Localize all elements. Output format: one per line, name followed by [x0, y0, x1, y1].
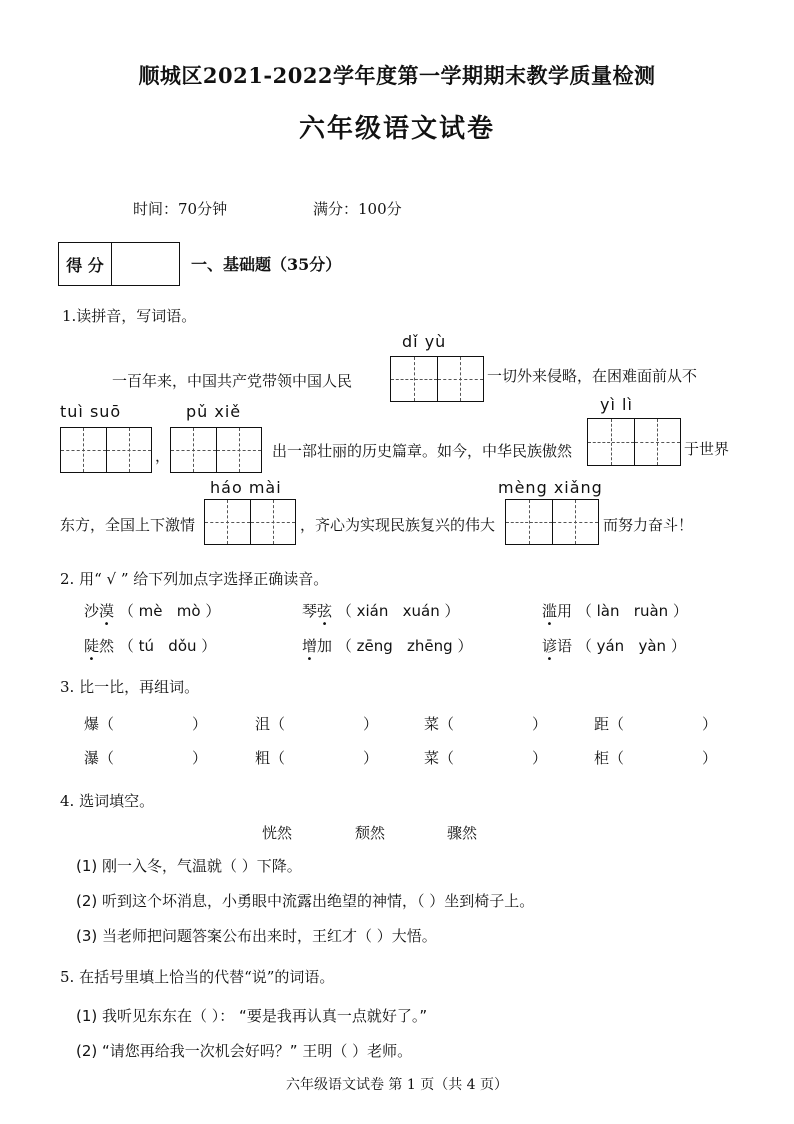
q1-text-3c: 而努力奋斗！	[603, 516, 694, 534]
q2-item-post: 然	[99, 637, 115, 655]
q1-text-3a: 东方，全国上下激情	[60, 516, 196, 534]
q2-option[interactable]: ruàn	[633, 602, 669, 620]
answer-grid-yili[interactable]	[587, 418, 681, 466]
score-label: 得 分	[59, 243, 112, 285]
q3-item: 粗（ ）	[255, 749, 379, 767]
q2-option[interactable]: yàn	[638, 637, 667, 655]
q1-text-1b: 一切外来侵略，在困难面前从不	[487, 367, 698, 385]
q1-text-3b: ，齐心为实现民族复兴的伟大	[300, 516, 496, 534]
q4-sentence-2: (2) 听到这个坏消息，小勇眼中流露出绝望的神情，（ ）坐到椅子上。	[76, 892, 535, 910]
q2-item-lanyong: 滥用 （ làn ruàn ）	[542, 602, 688, 620]
section-title: 一、基础题（35分）	[191, 255, 342, 274]
q2-item-shamo: 沙漠 （ mè mò ）	[84, 602, 221, 620]
q3-item: 瀑（ ）	[84, 749, 208, 767]
score-field[interactable]	[112, 243, 179, 285]
q2-dotted-char: 增	[302, 637, 318, 655]
q3-char: 菜	[424, 749, 440, 767]
q3-char: 柜	[594, 749, 610, 767]
q2-option[interactable]: tú	[138, 637, 154, 655]
q4-option: 颓然	[355, 824, 386, 842]
q4-sentence-1: (1) 刚一入冬，气温就（ ）下降。	[76, 857, 302, 875]
q1-stem: 1.读拼音，写词语。	[62, 307, 197, 325]
pinyin-puxie: pǔ xiě	[186, 402, 242, 421]
pinyin-diyu: dǐ yù	[402, 332, 447, 351]
q3-item: 菜（ ）	[424, 715, 548, 733]
q2-option[interactable]: zēng	[356, 637, 393, 655]
exam-time: 时间：70分钟	[133, 200, 228, 218]
q3-char: 菜	[424, 715, 440, 733]
q2-item-pre: 沙	[84, 602, 100, 620]
answer-grid-haomai[interactable]	[204, 499, 296, 545]
q2-option[interactable]: mò	[176, 602, 201, 620]
q2-dotted-char: 陡	[84, 637, 100, 655]
q2-item-douran: 陡然 （ tú dǒu ）	[84, 637, 217, 655]
q2-item-zengjia: 增加 （ zēng zhēng ）	[302, 637, 473, 655]
q3-stem: 3. 比一比，再组词。	[60, 678, 200, 696]
q3-char: 瀑	[84, 749, 100, 767]
q2-item-pre: 琴	[302, 602, 318, 620]
score-box	[58, 242, 180, 286]
q2-item-post: 加	[317, 637, 333, 655]
answer-grid-puxie[interactable]	[170, 427, 262, 473]
q2-option[interactable]: mè	[138, 602, 163, 620]
q2-option[interactable]: xuán	[402, 602, 440, 620]
pinyin-yili: yì lì	[600, 395, 633, 414]
q4-stem: 4. 选词填空。	[60, 792, 155, 810]
q4-option: 恍然	[262, 824, 293, 842]
pinyin-tuisuo: tuì suō	[60, 402, 122, 421]
answer-grid-tuisuo[interactable]	[60, 427, 152, 473]
q1-text-1a: 一百年来，中国共产党带领中国人民	[112, 372, 353, 390]
q3-char: 粗	[255, 749, 271, 767]
q2-dotted-char: 漠	[99, 602, 115, 620]
q3-item: 沮（ ）	[255, 715, 379, 733]
q5-stem: 5. 在括号里填上恰当的代替“说”的词语。	[60, 968, 335, 986]
q3-item: 菜（ ）	[424, 749, 548, 767]
q5-sentence-1: (1) 我听见东东在（ ）： “要是我再认真一点就好了。”	[76, 1007, 428, 1025]
q2-option[interactable]: xián	[356, 602, 389, 620]
exam-title: 顺城区2021-2022学年度第一学期期末教学质量检测	[138, 63, 656, 88]
page-footer: 六年级语文试卷 第 1 页（共 4 页）	[285, 1077, 509, 1093]
q2-item-yanyu: 谚语 （ yán yàn ）	[542, 637, 686, 655]
q2-dotted-char: 谚	[542, 637, 558, 655]
q3-item: 柜（ ）	[594, 749, 718, 767]
q1-text-2a: 出一部壮丽的历史篇章。如今，中华民族傲然	[272, 442, 573, 460]
full-score: 满分：100分	[313, 200, 402, 218]
q1-comma: ，	[155, 447, 171, 465]
q4-option: 骤然	[447, 824, 478, 842]
q3-char: 沮	[255, 715, 271, 733]
q3-item: 爆（ ）	[84, 715, 208, 733]
pinyin-haomai: háo mài	[210, 478, 282, 497]
pinyin-mengxiang: mèng xiǎng	[498, 478, 603, 497]
q3-item: 距（ ）	[594, 715, 718, 733]
q3-char: 爆	[84, 715, 100, 733]
q1-text-2b: 于世界	[684, 440, 730, 458]
q2-dotted-char: 滥	[542, 602, 558, 620]
q2-item-post: 语	[557, 637, 573, 655]
q2-dotted-char: 弦	[317, 602, 333, 620]
q2-option[interactable]: dǒu	[168, 637, 197, 655]
q2-item-qinxian: 琴弦 （ xián xuán ）	[302, 602, 460, 620]
q5-sentence-2: (2) “请您再给我一次机会好吗？” 王明（ ）老师。	[76, 1042, 413, 1060]
q2-option[interactable]: làn	[596, 602, 620, 620]
paper-title: 六年级语文试卷	[298, 114, 495, 144]
q2-option[interactable]: zhēng	[407, 637, 453, 655]
answer-grid-diyu[interactable]	[390, 356, 484, 402]
answer-grid-mengxiang[interactable]	[505, 499, 599, 545]
q3-char: 距	[594, 715, 610, 733]
q2-stem: 2. 用“ √ ” 给下列加点字选择正确读音。	[60, 570, 329, 588]
q4-sentence-3: (3) 当老师把问题答案公布出来时，王红才（ ）大悟。	[76, 927, 437, 945]
q2-option[interactable]: yán	[596, 637, 625, 655]
q2-item-post: 用	[557, 602, 573, 620]
